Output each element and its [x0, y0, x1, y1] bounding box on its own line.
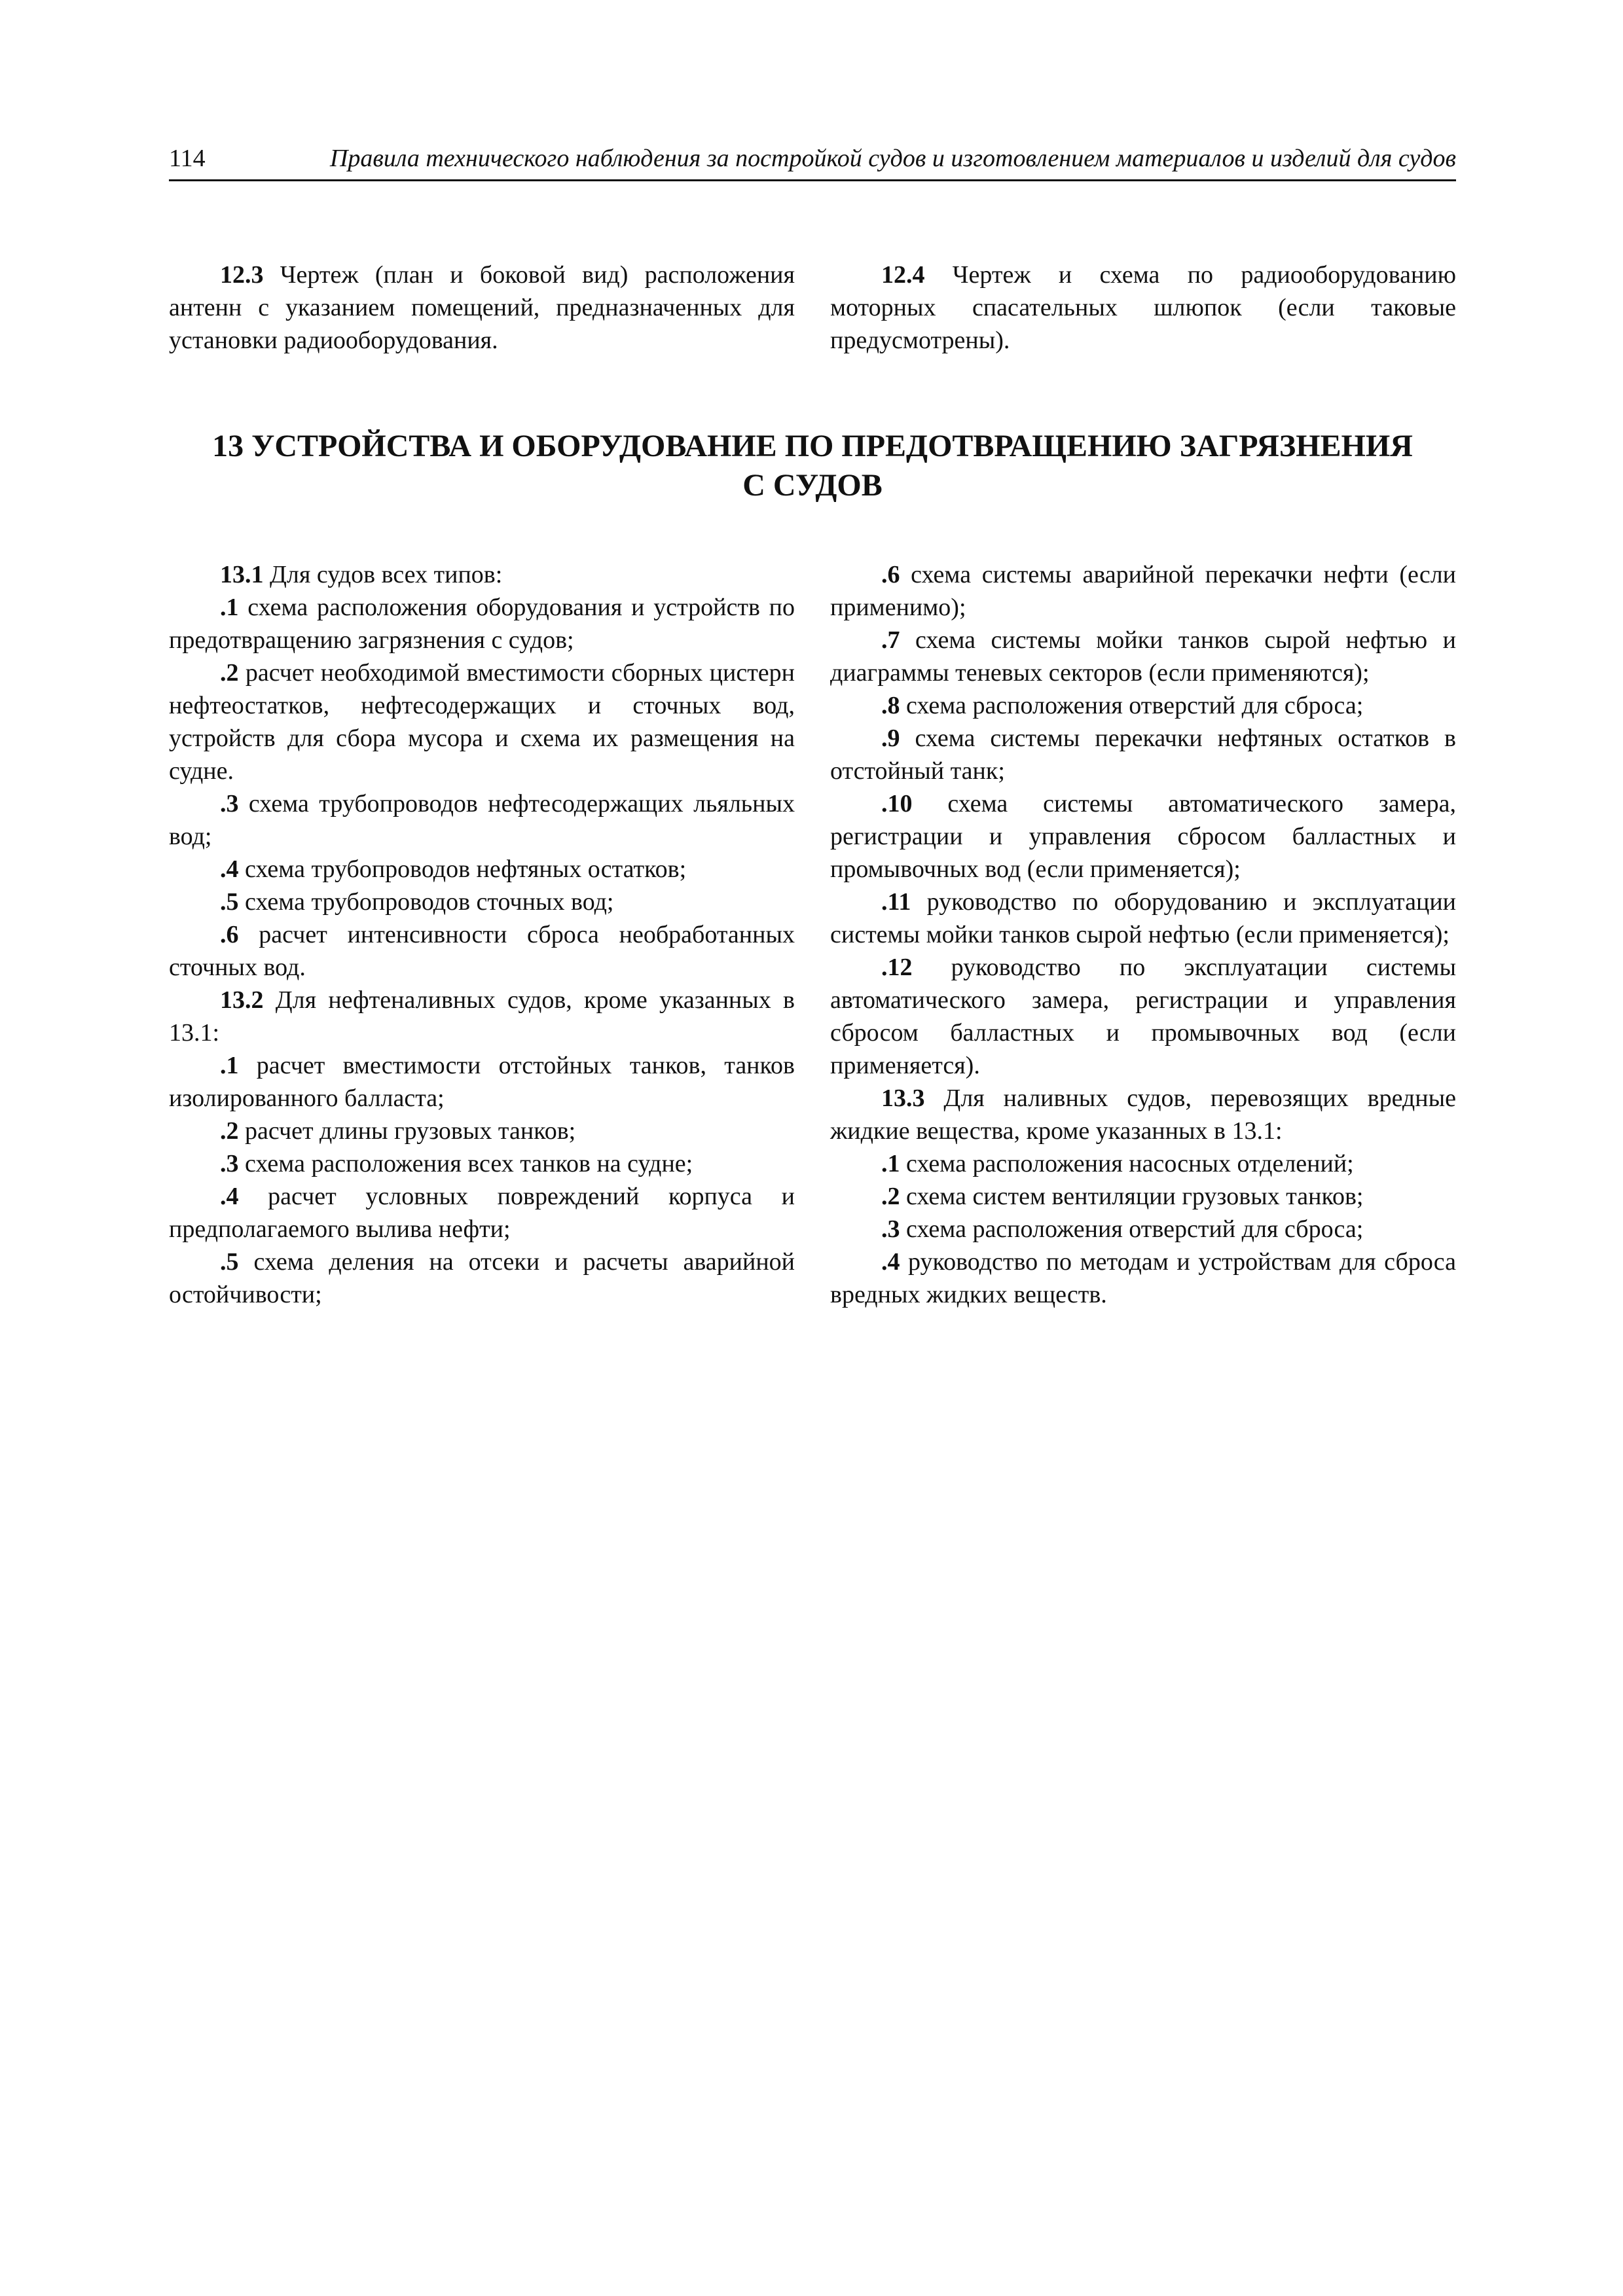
item-text: схема системы мойки танков сырой нефтью и диаграммы теневых секторов (если применяются);	[830, 626, 1456, 687]
paragraph	[169, 259, 795, 357]
item-text: расчет необходимой вместимости сборных цистерн нефтеостатков, нефтесодержащих и сточных вод, устройств для сбора мусора и схема их размещения на судне.	[169, 659, 795, 785]
paragraph	[830, 951, 1456, 1082]
item-text: Для наливных судов, перевозящих вредные жидкие вещества, кроме указанных в 13.1:	[830, 1085, 1456, 1145]
item-number: .4	[881, 1248, 900, 1276]
item-number: .1	[881, 1150, 900, 1177]
item-number: 12.3	[220, 261, 264, 289]
item-text: схема расположения отверстий для сброса;	[900, 1215, 1364, 1243]
paragraph	[830, 886, 1456, 951]
section-12-left-column	[169, 259, 795, 357]
item-number: 12.4	[881, 261, 925, 289]
paragraph	[830, 1147, 1456, 1180]
section-13-left-column	[169, 558, 795, 1311]
item-number: 13.3	[881, 1085, 925, 1112]
paragraph	[169, 984, 795, 1049]
page-number: 114	[169, 145, 206, 172]
item-text: схема расположения насосных отделений;	[900, 1150, 1354, 1177]
item-text: расчет интенсивности сброса необработанных сточных вод.	[169, 921, 795, 981]
item-text: схема деления на отсеки и расчеты аварийной остойчивости;	[169, 1248, 795, 1308]
paragraph	[830, 558, 1456, 624]
paragraph	[830, 787, 1456, 886]
item-text: схема расположения оборудования и устройств по предотвращению загрязнения с судов;	[169, 594, 795, 654]
item-number: 13.2	[220, 986, 264, 1014]
item-text: схема трубопроводов нефтесодержащих льяльных вод;	[169, 790, 795, 850]
item-number: .9	[881, 725, 900, 752]
paragraph	[830, 1082, 1456, 1147]
item-text: схема системы перекачки нефтяных остатков в отстойный танк;	[830, 725, 1456, 785]
paragraph	[169, 656, 795, 787]
item-number: .1	[220, 1052, 239, 1079]
item-number: .5	[220, 888, 239, 916]
item-number: .5	[220, 1248, 239, 1276]
paragraph	[169, 1049, 795, 1115]
section-heading-line: 13 УСТРОЙСТВА И ОБОРУДОВАНИЕ ПО ПРЕДОТВРАЩЕНИЮ ЗАГРЯЗНЕНИЯ	[212, 429, 1413, 463]
item-number: .2	[220, 659, 239, 687]
item-number: .3	[881, 1215, 900, 1243]
paragraph	[830, 689, 1456, 722]
paragraph	[169, 787, 795, 853]
section-heading-line: С СУДОВ	[742, 468, 883, 503]
paragraph	[169, 1115, 795, 1147]
item-number: .6	[881, 561, 900, 588]
item-number: .12	[881, 954, 913, 981]
paragraph	[169, 591, 795, 656]
item-text: схема расположения всех танков на судне;	[238, 1150, 693, 1177]
item-number: .11	[881, 888, 911, 916]
paragraph	[169, 886, 795, 918]
paragraph	[830, 624, 1456, 689]
paragraph	[830, 259, 1456, 357]
item-text: схема систем вентиляции грузовых танков;	[900, 1183, 1364, 1210]
item-number: .3	[220, 1150, 239, 1177]
item-number: .4	[220, 1183, 239, 1210]
item-number: .6	[220, 921, 239, 948]
item-number: .2	[881, 1183, 900, 1210]
section-heading	[169, 427, 1456, 505]
running-header	[169, 143, 1456, 181]
section-12-right-column	[830, 259, 1456, 357]
paragraph	[830, 1213, 1456, 1246]
paragraph	[169, 1180, 795, 1246]
item-number: .2	[220, 1117, 239, 1145]
item-text: расчет вместимости отстойных танков, танков изолированного балласта;	[169, 1052, 795, 1112]
item-text: схема трубопроводов сточных вод;	[238, 888, 614, 916]
item-text: руководство по оборудованию и эксплуатации системы мойки танков сырой нефтью (если применяется);	[830, 888, 1456, 948]
item-text: схема трубопроводов нефтяных остатков;	[238, 855, 687, 883]
paragraph	[169, 558, 795, 591]
item-number: .8	[881, 692, 900, 719]
item-number: .4	[220, 855, 239, 883]
paragraph	[169, 1147, 795, 1180]
paragraph	[830, 722, 1456, 787]
item-text: схема расположения отверстий для сброса;	[900, 692, 1364, 719]
item-number: 13.1	[220, 561, 264, 588]
item-number: .3	[220, 790, 239, 817]
item-text: Для нефтеналивных судов, кроме указанных в 13.1:	[169, 986, 795, 1047]
item-number: .10	[881, 790, 913, 817]
item-text: руководство по эксплуатации системы автоматического замера, регистрации и управления сбросом балластных и промывочных вод (если применяется).	[830, 954, 1456, 1079]
section-13-right-column	[830, 558, 1456, 1311]
paragraph	[169, 853, 795, 886]
item-number: .7	[881, 626, 900, 654]
item-text: расчет условных повреждений корпуса и предполагаемого вылива нефти;	[169, 1183, 795, 1243]
item-text: Чертеж и схема по радиооборудованию моторных спасательных шлюпок (если таковые предусмотрены).	[830, 261, 1456, 354]
running-title: Правила технического наблюдения за постройкой судов и изготовлением материалов и изделий для судов	[329, 145, 1456, 172]
item-text: схема системы аварийной перекачки нефти (если применимо);	[830, 561, 1456, 621]
paragraph	[830, 1180, 1456, 1213]
item-text: расчет длины грузовых танков;	[238, 1117, 576, 1145]
item-text: схема системы автоматического замера, регистрации и управления сбросом балластных и промывочных вод (если применяется);	[830, 790, 1456, 883]
item-number: .1	[220, 594, 239, 621]
paragraph	[169, 1246, 795, 1311]
paragraph	[169, 918, 795, 984]
paragraph	[830, 1246, 1456, 1311]
item-text: Чертеж (план и боковой вид) расположения антенн с указанием помещений, предназначенных для установки радиооборудования.	[169, 261, 795, 354]
item-text: Для судов всех типов:	[263, 561, 503, 588]
item-text: руководство по методам и устройствам для сброса вредных жидких веществ.	[830, 1248, 1456, 1308]
